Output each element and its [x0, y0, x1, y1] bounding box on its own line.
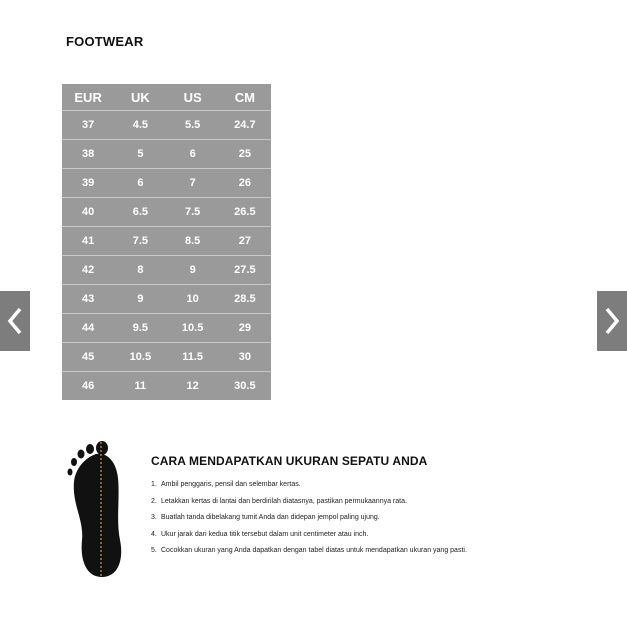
table-cell-uk: 6.5 [114, 198, 166, 227]
table-row [62, 372, 271, 401]
table-cell-eur: 43 [62, 285, 114, 314]
table-cell-eur: 42 [62, 256, 114, 285]
page-title: FOOTWEAR [66, 34, 144, 49]
big-toe [96, 441, 108, 455]
toe-4 [71, 458, 77, 466]
table-cell-us: 6 [167, 140, 219, 169]
table-row [62, 198, 271, 227]
table-cell-eur: 37 [62, 111, 114, 140]
table-cell-uk: 5 [114, 140, 166, 169]
table-cell-uk: 6 [114, 169, 166, 198]
table-cell-eur: 44 [62, 314, 114, 343]
table-cell-eur: 45 [62, 343, 114, 372]
foot-measure-illustration [66, 440, 128, 580]
list-item: 1. Ambil penggaris, pensil dan selembar kertas. [151, 481, 301, 488]
howto-steps [151, 477, 467, 560]
table-cell-eur: 40 [62, 198, 114, 227]
toe-3 [78, 450, 85, 459]
table-cell-us: 7 [167, 169, 219, 198]
table-cell-cm: 26.5 [219, 198, 271, 227]
table-row [62, 227, 271, 256]
table-cell-us: 11.5 [167, 343, 219, 372]
table-cell-eur: 41 [62, 227, 114, 256]
previous-button[interactable] [0, 291, 30, 351]
table-cell-eur: 38 [62, 140, 114, 169]
table-cell-us: 8.5 [167, 227, 219, 256]
table-cell-cm: 27 [219, 227, 271, 256]
column-header-eur: EUR [62, 84, 114, 111]
table-row [62, 285, 271, 314]
chevron-left-icon [6, 306, 24, 336]
table-cell-cm: 28.5 [219, 285, 271, 314]
table-cell-cm: 26 [219, 169, 271, 198]
table-cell-uk: 11 [114, 372, 166, 401]
size-chart-table [62, 84, 271, 400]
table-cell-us: 10.5 [167, 314, 219, 343]
howto-title: CARA MENDAPATKAN UKURAN SEPATU ANDA [151, 454, 428, 468]
column-header-uk: UK [114, 84, 166, 111]
table-cell-cm: 24.7 [219, 111, 271, 140]
table-cell-uk: 8 [114, 256, 166, 285]
table-row [62, 111, 271, 140]
table-row [62, 140, 271, 169]
table-header-row [62, 84, 271, 111]
table-cell-cm: 29 [219, 314, 271, 343]
list-item: 2. Letakkan kertas di lantai dan berdirilah diatasnya, pastikan permukaannya rata. [151, 497, 407, 505]
table-cell-us: 7.5 [167, 198, 219, 227]
table-cell-uk: 10.5 [114, 343, 166, 372]
table-cell-cm: 30.5 [219, 372, 271, 401]
chevron-right-icon [603, 306, 621, 336]
list-item: 3. Buatlah tanda dibelakang tumit Anda dan didepan jempol paling ujung. [151, 514, 380, 521]
table-cell-us: 12 [167, 372, 219, 401]
table-row [62, 343, 271, 372]
table-row [62, 169, 271, 198]
toe-2 [86, 444, 94, 454]
table-row [62, 256, 271, 285]
table-cell-uk: 7.5 [114, 227, 166, 256]
list-item: 4. Ukur jarak dari kedua titik tersebut dalam unit centimeter atau inch. [151, 530, 369, 538]
table-cell-cm: 30 [219, 343, 271, 372]
foot-silhouette [74, 454, 121, 577]
table-cell-us: 10 [167, 285, 219, 314]
table-cell-eur: 39 [62, 169, 114, 198]
table-cell-cm: 27.5 [219, 256, 271, 285]
column-header-cm: CM [219, 84, 271, 111]
column-header-us: US [167, 84, 219, 111]
table-cell-us: 5.5 [167, 111, 219, 140]
table-cell-uk: 9 [114, 285, 166, 314]
table-row [62, 314, 271, 343]
table-cell-us: 9 [167, 256, 219, 285]
table-cell-uk: 9.5 [114, 314, 166, 343]
toe-5 [68, 469, 73, 476]
table-cell-uk: 4.5 [114, 111, 166, 140]
table-cell-eur: 46 [62, 372, 114, 401]
list-item: 5. Cocokkan ukuran yang Anda dapatkan dengan tabel diatas untuk mendapatkan ukuran yang pasti. [151, 547, 467, 554]
table-cell-cm: 25 [219, 140, 271, 169]
next-button[interactable] [597, 291, 627, 351]
